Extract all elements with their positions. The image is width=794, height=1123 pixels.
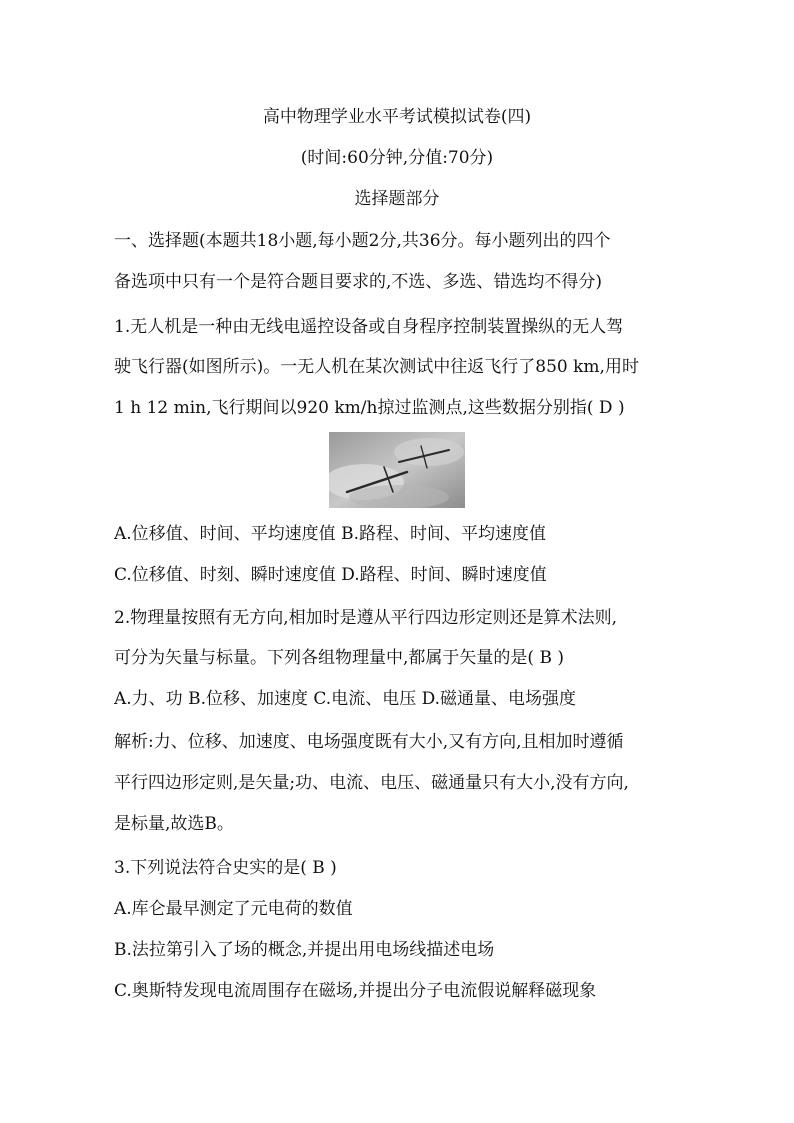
q3-option-a: A.库仑最早测定了元电荷的数值: [114, 899, 353, 919]
q3-stem: 3.下列说法符合史实的是( B ): [114, 858, 337, 878]
q2-options: A.力、功 B.位移、加速度 C.电流、电压 D.磁通量、电场强度: [114, 689, 577, 709]
q2-stem-line-2: 可分为矢量与标量。下列各组物理量中,都属于矢量的是( B ): [114, 648, 564, 668]
section-intro-line-1: 一、选择题(本题共18小题,每小题2分,共36分。每小题列出的四个: [114, 231, 611, 251]
q1-options-line-2: C.位移值、时刻、瞬时速度值 D.路程、时间、瞬时速度值: [114, 565, 547, 585]
part-heading: 选择题部分: [354, 189, 440, 209]
q3-option-c: C.奥斯特发现电流周围存在磁场,并提出分子电流假说解释磁现象: [114, 981, 597, 1001]
exam-meta: (时间:60分钟,分值:70分): [300, 148, 494, 168]
q2-stem-line-1: 2.物理量按照有无方向,相加时是遵从平行四边形定则还是算术法则,: [114, 608, 618, 628]
section-intro-line-2: 备选项中只有一个是符合题目要求的,不选、多选、错选均不得分): [114, 272, 603, 292]
q3-option-b: B.法拉第引入了场的概念,并提出用电场线描述电场: [114, 940, 495, 960]
q1-stem-line-3: 1 h 12 min,飞行期间以920 km/h掠过监测点,这些数据分别指( D ): [114, 398, 625, 418]
q2-analysis-line-3: 是标量,故选B。: [114, 814, 234, 834]
q1-stem-line-2: 驶飞行器(如图所示)。一无人机在某次测试中往返飞行了850 km,用时: [114, 357, 639, 377]
q2-analysis-line-2: 平行四边形定则,是矢量;功、电流、电压、磁通量只有大小,没有方向,: [114, 773, 629, 793]
q1-options-line-1: A.位移值、时间、平均速度值 B.路程、时间、平均速度值: [114, 524, 546, 544]
q1-stem-line-1: 1.无人机是一种由无线电遥控设备或自身程序控制装置操纵的无人驾: [114, 317, 624, 337]
q2-analysis-line-1: 解析:力、位移、加速度、电场强度既有大小,又有方向,且相加时遵循: [114, 732, 624, 752]
drone-photo: [329, 432, 465, 508]
page-title: 高中物理学业水平考试模拟试卷(四): [262, 107, 532, 127]
